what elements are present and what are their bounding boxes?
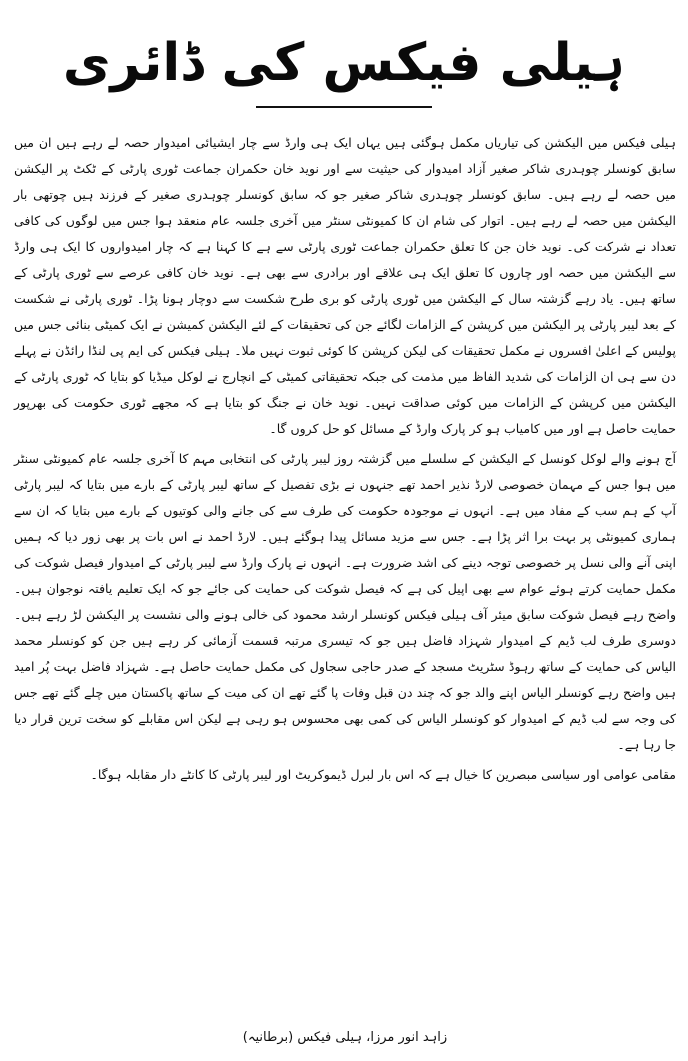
article-paragraph-1: ہیلی فیکس میں الیکشن کی تیاریاں مکمل ہوگئی ہیں یہاں ایک ہی وارڈ سے چار ایشیائی امیدوار حصہ لے رہے ہیں ان میں سابق کونسلر چوہدری شاکر صغیر آزاد امیدوار کی حیثیت سے اور نوید خان حکمران جماعت ٹوری پارٹی کے ٹکٹ پر الیکشن میں حصہ لے رہے ہیں۔ سابق کونسلر چوہدری شاکر صغیر جو کہ سابق کونسلر چوہدری صغیر کے فرزند ہیں چوتھی بار الیکشن میں حصہ لے رہے ہیں۔ اتوار کی شام ان کا کمیونٹی سنٹر میں آخری جلسہ عام منعقد ہوا جس میں لوگوں کی کافی تعداد نے شرکت کی۔ نوید خان جن کا تعلق حکمران جماعت ٹوری پارٹی سے ہے کا کہنا ہے کہ چار امیدواروں کا ایک ہی وارڈ سے الیکشن میں حصہ اور چاروں کا تعلق ایک ہی علاقے اور برادری سے بھی ہے۔ نوید خان کافی عرصے سے ٹوری پارٹی کے ساتھ ہیں۔ یاد رہے گزشتہ سال کے الیکشن میں ٹوری پارٹی کو بری طرح شکست سے دوچار ہونا پڑا۔ ٹوری پارٹی نے شکست کے بعد لیبر پارٹی پر الیکشن میں کرپشن کے الزامات لگائے جن کی تحقیقات کے لئے الیکشن کمیشن نے ایک کمیٹی بنائی جس میں پولیس کے اعلیٰ افسروں نے مکمل تحقیقات کی لیکن کرپشن کا کوئی ثبوت نہیں ملا۔ ہیلی فیکس کی ایم پی لنڈا رائڈن نے پہلے دن سے ہی ان الزامات کی شدید الفاظ میں مذمت کی جبکہ تحقیقاتی کمیٹی کے انچارج نے لوکل میڈیا کو بتایا کہ ٹوری پارٹی کے الیکشن میں کرپشن کے الزامات میں کوئی صداقت نہیں۔ نوید خان نے جنگ کو بتایا ہے کہ مجھے ٹوری حکومت کی بھرپور حمایت حاصل ہے اور میں کامیاب ہو کر پارک وارڈ کے مسائل کو حل کروں گا۔: [14, 135, 676, 436]
article-paragraph-2: آج ہونے والے لوکل کونسل کے الیکشن کے سلسلے میں گزشتہ روز لیبر پارٹی کی انتخابی مہم کا آخری جلسہ عام کمیونٹی سنٹر میں ہوا جس کے مہمان خصوصی لارڈ نذیر احمد تھے جنہوں نے بڑی تفصیل کے ساتھ لیبر پارٹی کے بارے میں بتایا کہ لیبر پارٹی آپ کے ہم سب کے مفاد میں ہے۔ انہوں نے موجودہ حکومت کی طرف سے کی جانے والی کوتیوں کے بارے میں بتایا کہ ان سے ہماری کمیونٹی پر بہت برا اثر پڑا ہے۔ جس سے مزید مسائل پیدا ہوگئے ہیں۔ لارڈ احمد نے اس بات پر بھی زور دیا کہ ہمیں اپنی آنے والی نسل پر خصوصی توجہ دینے کی اشد ضرورت ہے۔ انہوں نے پارک وارڈ سے لیبر پارٹی کے امیدوار فیصل شوکت کی مکمل حمایت کرتے ہوئے عوام سے بھی اپیل کی ہے کہ فیصل شوکت کی حمایت کی جائے جو کہ ایک تعلیم یافتہ نوجوان ہیں۔ واضح رہے فیصل شوکت سابق میئر آف ہیلی فیکس کونسلر ارشد محمود کی خالی ہونے والی نشست پر الیکشن لڑ رہے ہیں۔ دوسری طرف لب ڈیم کے امیدوار شہزاد فاضل ہیں جو کہ تیسری مرتبہ قسمت آزمائی کر رہے ہیں جن کو کونسلر محمد الیاس کی حمایت کے ساتھ رہوڈ سٹریٹ مسجد کے صدر حاجی سجاول کی مکمل حمایت حاصل ہے۔ شہزاد فاضل بہت پُر امید ہیں واضح رہے کونسلر الیاس اپنے والد جو کہ چند دن قبل وفات پا گئے تھے ان کی میت کے ساتھ پاکستان میں چلے گئے تھے جس کی وجہ سے لب ڈیم کے امیدوار کو کونسلر الیاس کی کمی بھی محسوس ہو رہی ہے لیکن اس مقابلے کو سخت ترین قرار دیا جا رہا ہے۔: [14, 451, 676, 752]
byline: زاہد انور مرزا، ہیلی فیکس (برطانیہ): [242, 1030, 448, 1045]
headline: ہیلی فیکس کی ڈائری: [62, 33, 626, 93]
article-body: [14, 130, 676, 792]
article-paragraph-3: مقامی عوامی اور سیاسی مبصرین کا خیال ہے کہ اس بار لبرل ڈیموکریٹ اور لیبر پارٹی کا کانٹے دار مقابلہ ہوگا۔: [90, 767, 676, 782]
headline-divider: [256, 106, 432, 108]
